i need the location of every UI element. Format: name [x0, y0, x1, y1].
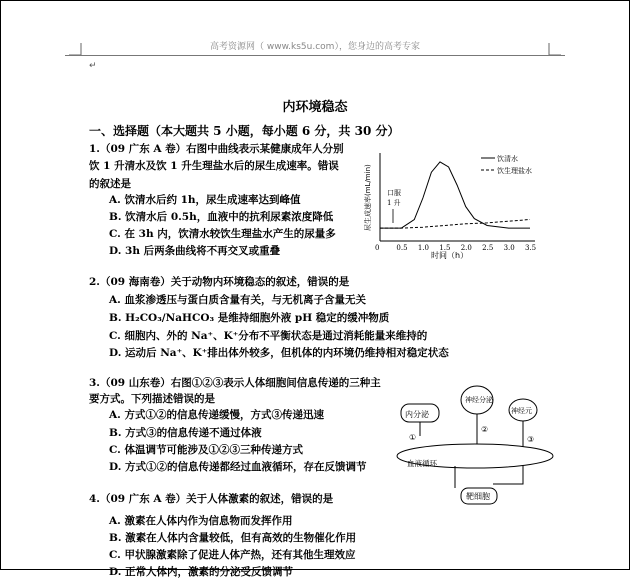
x-tick-label: 3.5: [525, 244, 537, 252]
q1-stem-line-1: 1.（09 广东 A 卷）右图中曲线表示某健康成年人分别: [89, 143, 344, 155]
q4-stem: 4.（09 广东 A 卷）关于人体激素的叙述，错误的是: [89, 493, 334, 505]
q4-option-c: C. 甲状腺激素除了促进人体产热，还有其他生理效应: [109, 549, 356, 561]
target-cell-label: 靶细胞: [466, 492, 490, 501]
q1-option-c: C. 在 3h 内，饮清水较饮生理盐水产生的尿量多: [109, 228, 336, 240]
annotation-text: 口服 1 升: [387, 189, 401, 207]
header-rule: [65, 55, 565, 56]
paragraph-mark: ↵: [89, 61, 97, 71]
page-title: 内环境稳态: [282, 100, 348, 115]
x-tick-label: 0: [375, 244, 380, 252]
q1-stem-line-2: 饮 1 升清水及饮 1 升生理盐水后的尿生成速率。错误: [89, 160, 339, 172]
q2-stem: 2.（09 海南卷）关于动物内环境稳态的叙述，错误的是: [89, 276, 350, 288]
q1-option-b: B. 饮清水后 0.5h，血液中的抗利尿素浓度降低: [109, 211, 334, 223]
x-tick-label: 1.0: [417, 244, 429, 252]
q3-stem-line-2: 要方式。下列描述错误的是: [89, 393, 215, 405]
neurosecretory-label: 神经分泌: [465, 396, 493, 404]
x-tick-label: 2.0: [460, 244, 472, 252]
x-tick-label: 1.5: [439, 244, 451, 252]
endocrine-label: 内分泌: [405, 410, 429, 419]
q3-option-d: D. 方式①②的信息传递都经过血液循环，存在反馈调节: [109, 461, 367, 473]
q3-signaling-diagram: [395, 384, 555, 512]
q1-stem-line-3: 的叙述是: [89, 178, 131, 190]
q1-option-a: A. 饮清水后约 1h，尿生成速率达到峰值: [109, 194, 301, 206]
q3-stem-line-1: 3.（09 山东卷）右图①②③表示人体细胞间信息传递的三种主: [89, 377, 381, 389]
label-2: ②: [481, 425, 489, 434]
q2-option-a: A. 血浆渗透压与蛋白质含量有关，与无机离子含量无关: [109, 294, 366, 306]
q2-option-d: D. 运动后 Na⁺、K⁺排出体外较多，但机体的内环境仍维持相对稳定状态: [109, 347, 449, 359]
q4-option-b: B. 激素在人体内含量较低，但有高效的生物催化作用: [109, 532, 357, 544]
section-heading: 一、选择题（本大题共 5 小题，每小题 6 分，共 30 分）: [89, 124, 400, 138]
legend-water-label: 饮清水: [497, 155, 518, 163]
q1-option-d: D. 3h 后两条曲线将不再交叉或重叠: [109, 245, 281, 257]
document-page: [3, 3, 627, 578]
x-tick-label: 0.5: [396, 244, 408, 252]
label-1: ①: [409, 433, 417, 442]
q3-option-b: B. 方式③的信息传递不通过体液: [109, 427, 262, 439]
x-axis-label: 时间（h）: [431, 251, 469, 260]
x-tick-label: 2.5: [482, 244, 494, 252]
label-3: ③: [527, 435, 535, 444]
neuron-label: 神经元: [511, 407, 532, 415]
q2-option-b: B. H₂CO₃/NaHCO₃ 是维持细胞外液 pH 稳定的缓冲物质: [109, 312, 390, 324]
q4-option-a: A. 激素在人体内作为信息物而发挥作用: [109, 515, 293, 527]
q1-urine-rate-chart: [355, 149, 539, 261]
q2-option-c: C. 细胞内、外的 Na⁺、K⁺分布不平衡状态是通过消耗能量来维持的: [109, 330, 428, 342]
blood-vessel-label: 血液循环: [407, 459, 437, 468]
y-axis-label: 尿生成速率(mL/min): [364, 164, 372, 231]
page-header: 高考资源网（ www.ks5u.com），您身边的高考专家: [210, 42, 420, 52]
q4-option-d: D. 正常人体内，激素的分泌受反馈调节: [109, 566, 294, 578]
x-tick-label: 3.0: [503, 244, 515, 252]
q3-option-c: C. 体温调节可能涉及①②③三种传递方式: [109, 444, 303, 456]
q3-option-a: A. 方式①②的信息传递缓慢，方式③传递迅速: [109, 409, 324, 421]
legend-saline-label: 饮生理盐水: [497, 167, 532, 175]
